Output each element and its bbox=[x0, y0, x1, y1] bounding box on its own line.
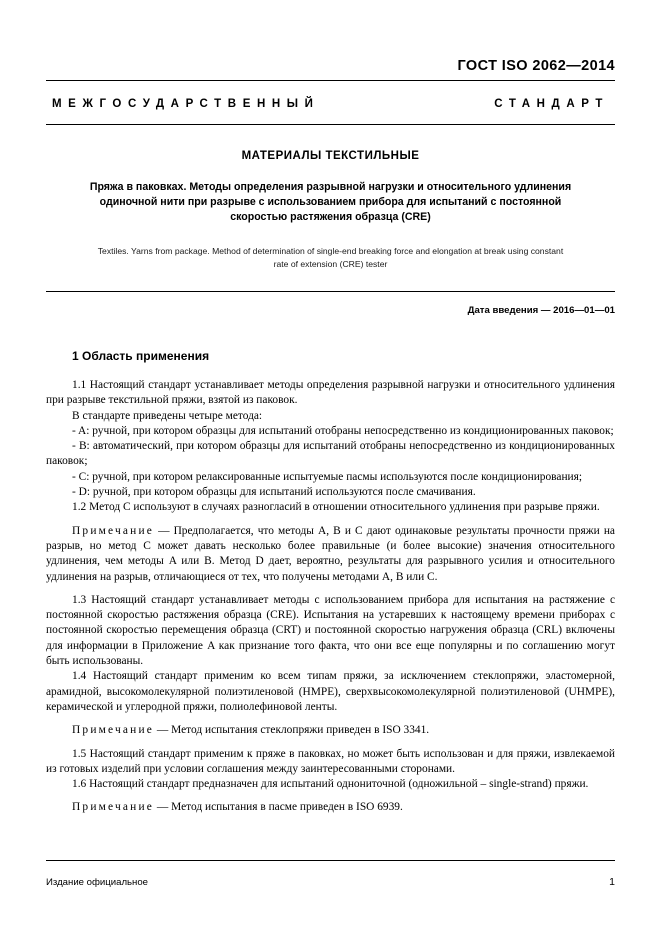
paragraph: - C: ручной, при котором релаксированные испытуемые пасмы используются после кондиционирования; bbox=[72, 470, 583, 483]
effective-date: Дата введения — 2016—01—01 bbox=[467, 305, 615, 316]
note-label: Примечание bbox=[72, 524, 155, 537]
interstate-standard-banner bbox=[46, 98, 615, 110]
title-block bbox=[46, 150, 615, 271]
section-heading: 1 Область применения bbox=[72, 349, 210, 363]
paragraph: 1.4 Настоящий стандарт применим ко всем типам пряжи, за исключением стеклопряжи, эластомерной, арамидной, высокомолекулярной полиэтиленовой (HMPE), сверхвысокомолекулярной полиэтиленовой (UHMPE), керамической и углеродной пряжи, полиолефиновой ленты. bbox=[46, 670, 615, 713]
interstate-word: МЕЖГОСУДАРСТВЕННЫЙ bbox=[52, 98, 320, 110]
paragraph: - D: ручной, при котором образцы для испытаний используются после смачивания. bbox=[72, 486, 476, 499]
note-1 bbox=[46, 524, 615, 585]
note-text: — Метод испытания стеклопряжи приведен в ISO 3341. bbox=[156, 724, 430, 737]
note-text: — Предполагается, что методы A, B и C дают одинаковые результаты прочности пряжи на разрыв, но метод C может давать несколько более правильные (и более высокие) значения относительного удлинения, чем методы A или B. Метод D дает, вероятно, результаты для разрывного усилия и относительного удлинения на разрыв, отличающиеся от тех, что получены методами A, B или C. bbox=[46, 524, 615, 583]
paragraph: 1.6 Настоящий стандарт предназначен для испытаний однониточной (одножильной – single-strand) пряжи. bbox=[72, 778, 589, 791]
header-divider bbox=[46, 80, 615, 81]
paragraph: 1.5 Настоящий стандарт применим к пряже в паковках, но может быть использован и для пряжи, извлекаемой из готовых изделий при условии соглашения между заинтересованными сторонами. bbox=[46, 747, 615, 775]
publication-note: Издание официальное bbox=[46, 877, 149, 888]
note-label: Примечание bbox=[72, 724, 155, 737]
standard-word: СТАНДАРТ bbox=[494, 98, 609, 110]
page-footer bbox=[46, 876, 615, 888]
paragraph: 1.2 Метод C используют в случаях разногласий в отношении относительного удлинения при разрыве пряжи. bbox=[72, 501, 600, 514]
note-2 bbox=[46, 723, 615, 738]
paragraph: 1.1 Настоящий стандарт устанавливает методы определения разрывной нагрузки и относительного удлинения при разрыве текстильной пряжи, взятой из паковок. bbox=[46, 379, 615, 407]
note-3 bbox=[46, 800, 615, 815]
standard-number: ГОСТ ISO 2062—2014 bbox=[457, 58, 615, 74]
note-label: Примечание bbox=[72, 801, 155, 814]
document-title-ru: Пряжа в паковках. Методы определения разрывной нагрузки и относительного удлинения одиночной нити при разрыве с использованием прибора для испытаний с постоянной скоростью растяжения образца (CRE) bbox=[89, 181, 572, 223]
page-number: 1 bbox=[609, 876, 615, 888]
note-text: — Метод испытания в пасме приведен в ISO 6939. bbox=[156, 801, 403, 814]
document-category: МАТЕРИАЛЫ ТЕКСТИЛЬНЫЕ bbox=[241, 150, 420, 162]
footer-divider bbox=[46, 860, 615, 861]
title-divider bbox=[46, 291, 615, 292]
banner-divider bbox=[46, 124, 615, 125]
section-body bbox=[46, 378, 615, 816]
paragraph: - B: автоматический, при котором образцы для испытаний отобраны непосредственно из кондиционированных паковок; bbox=[46, 440, 615, 468]
paragraph: В стандарте приведены четыре метода: bbox=[72, 409, 263, 422]
document-title-en: Textiles. Yarns from package. Method of determination of single-end breaking force and elongation at break using constant rate of extension (CRE) tester bbox=[97, 246, 564, 269]
paragraph: - A: ручной, при котором образцы для испытаний отобраны непосредственно из кондиционированных паковок; bbox=[72, 424, 614, 437]
paragraph: 1.3 Настоящий стандарт устанавливает методы с использованием прибора для испытания на растяжение с постоянной скоростью растяжения образца (CRE). Испытания на устаревших к настоящему времени приборах с постоянной скоростью перемещения образца (CRT) и постоянной скоростью нагружения образца (CRL) включены для информации в Приложение A как признание того факта, что они все еще популярны и по соглашению могут быть использованы. bbox=[46, 593, 615, 668]
